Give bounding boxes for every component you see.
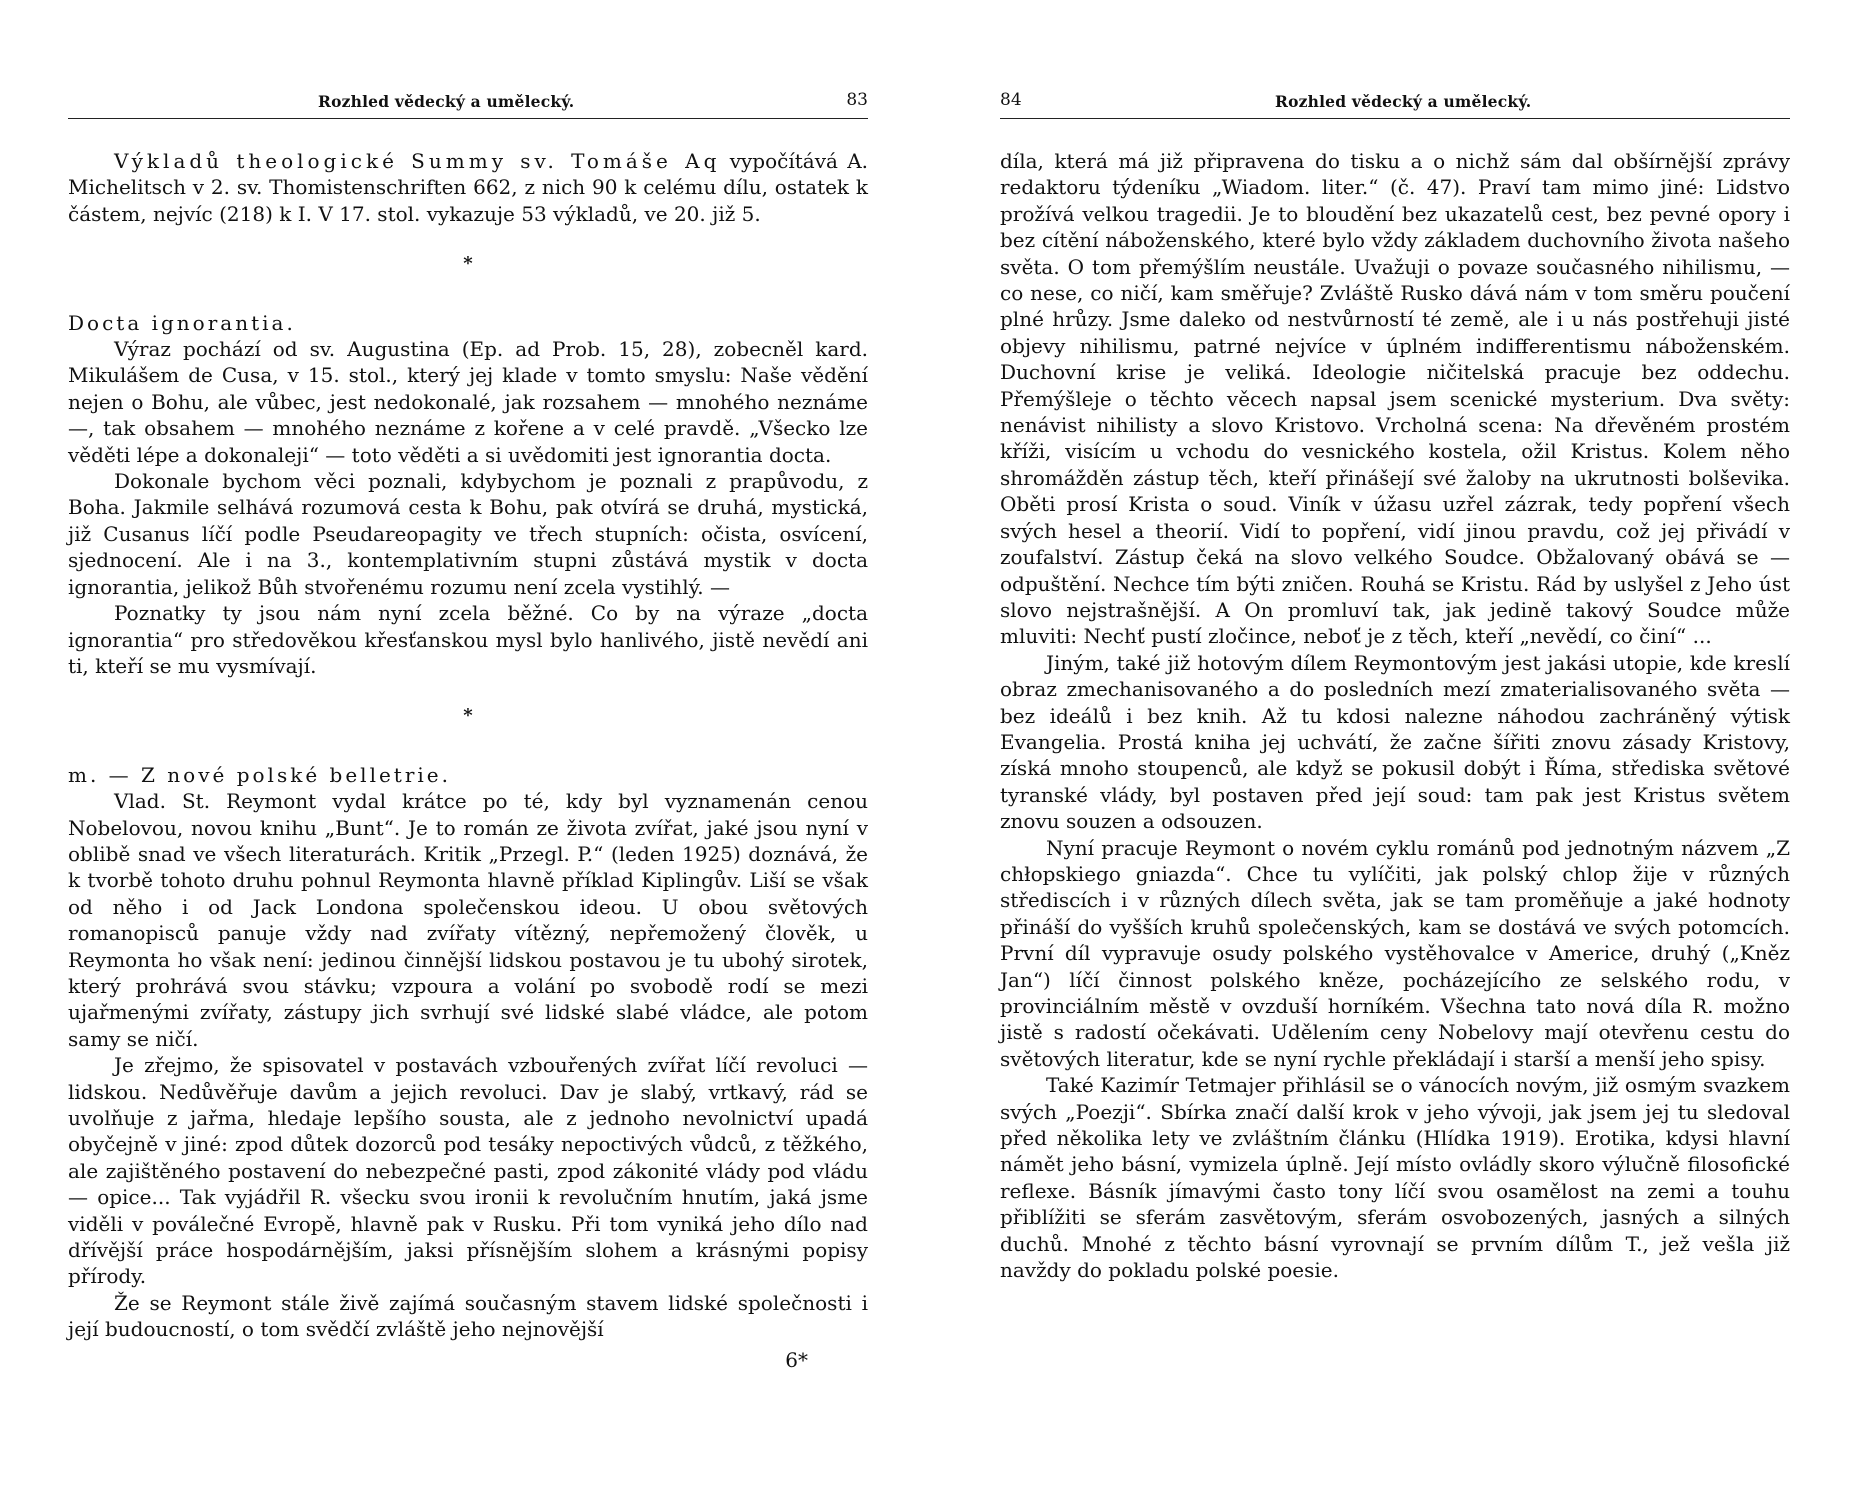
section-separator: * bbox=[463, 253, 473, 275]
article-paragraph: Dokonale bychom věci poznali, kdybychom je poznali z prapůvodu, z Boha. Jakmile selhává rozumová cesta k Bohu, pak otvírá se druhá, mystická, již Cusanus líčí podle Pseudareopagity ve třech stupních: očista, osvícení, sjednocení. Ale i na 3., kontemplativním stupni zůstává mystik v docta ignorantia, jelikož Bůh stvořenému rozumu není zcela vystihlý. — bbox=[68, 469, 868, 599]
left-page-header bbox=[68, 82, 868, 119]
article-heading: Výkladů theologické Summy sv. Tomáše Aq bbox=[114, 149, 721, 173]
article-paragraph: Je zřejmo, že spisovatel v postavách vzbouřených zvířat líčí revoluci — lidskou. Nedůvěřuje davům a jejich revoluci. Dav je slabý, vrtkavý, rád se uvolňuje z jařma, hledaje lepšího sousta, ale z jednoho nevolnictví upadá obyčejně v jiné: zpod důtek dozorců pod tesáky nepoctivých vůdců, z těžkého, ale zajištěného postavení do nebezpečné pasti, zpod zákonité vlády pod vládu — opice... Tak vyjádřil R. všecku svou ironii k revolučním hnutím, jaká jsme viděli v poválečné Evropě, hlavně pak v Rusku. Při tom vyniká jeho dílo nad dřívější práce hospodárnějším, jaksi přísnějším slohem a krásnými popisy přírody. bbox=[68, 1053, 868, 1289]
article-paragraph: Že se Reymont stále živě zajímá současným stavem lidské společnosti i její budoucností, o tom svědčí zvláště jeho nejnovější bbox=[68, 1290, 868, 1342]
article-heading: Docta ignorantia. bbox=[68, 310, 296, 335]
running-title: Rozhled vědecký a umělecký. bbox=[318, 92, 575, 111]
signature-mark: 6* bbox=[785, 1347, 808, 1372]
article-paragraph: Jiným, také již hotovým dílem Reymontovým jest jakási utopie, kde kreslí obraz zmechanisovaného a do posledních mezí zmaterialisovaného světa — bez ideálů i bez knih. Až tu kdosi nalezne náhodou zachráněný výtisk Evangelia. Prostá kniha jej uchvátí, že začne šířiti znovu zásady Kristovy, získá mnoho stoupenců, ale když se pokusil dobýt i Říma, střediska světové tyranské vlády, byl postaven před její soud: tam pak jest Kristus světem znovu souzen a odsouzen. bbox=[1000, 650, 1790, 834]
left-page-body bbox=[68, 148, 868, 1373]
page-number: 84 bbox=[1000, 90, 1022, 110]
right-page-header bbox=[1000, 82, 1790, 119]
article-paragraph: Také Kazimír Tetmajer přihlásil se o vánocích novým, již osmým svazkem svých „Poezji“. Sbírka značí další krok v jeho vývoji, jak jsem jej tu sledoval před několika lety ve zvláštním článku (Hlídka 1919). Erotika, kdysi hlavní námět jeho básní, vymizela úplně. Její místo ovládly skoro výlučně filosofické reflexe. Básník jímavými často tony líčí svou osamělost na zemi a touhu přiblížiti se sferám zasvětovým, sferám osvobozených, jasných a silných duchů. Mnohé z těchto básní vyrovnají se prvním dílům T., jež vešla již navždy do pokladu polské poesie. bbox=[1000, 1073, 1790, 1283]
left-page bbox=[68, 0, 868, 1501]
article-paragraph: Výraz pochází od sv. Augustina (Ep. ad Prob. 15, 28), zobecněl kard. Mikulášem de Cusa, v 15. stol., který jej klade v tomto smyslu: Naše vědění nejen o Bohu, ale vůbec, jest nedokonalé, jak rozsahem — mnohého neznáme —, tak obsahem — mnohého neznáme z kořene a v celé pravdě. „Všecko lze věděti lépe a dokonaleji“ — toto věděti a si uvědomiti jest ignorantia docta. bbox=[68, 337, 868, 467]
article-heading: m. — Z nové polské belletrie. bbox=[68, 762, 451, 787]
article-paragraph: díla, která má již připravena do tisku a o nichž sám dal obšírnější zprávy redaktoru týdeníku „Wiadom. liter.“ (č. 47). Praví tam mimo jiné: Lidstvo prožívá velkou tragedii. Je to bloudění bez ukazatelů cest, bez pevné opory i bez cítění náboženského, které bylo vždy základem duchovního života našeho světa. O tom přemýšlím neustále. Uvažuji o povaze současného nihilismu, — co nese, co ničí, kam směřuje? Zvláště Rusko dává nám v tom směru poučení plné hrůzy. Jsme daleko od nestvůrností té země, ale i u nás postřehuji jisté objevy nihilismu, patrné nejvíce v úplném indifferentismu náboženském. Duchovní krise je veliká. Ideologie ničitelská pracuje bez oddechu. Přemýšleje o těchto věcech napsal jsem scenické mysterium. Dva světy: nenávist nihilisty a slovo Kristovo. Vrcholná scena: Na dřevěném prostém kříži, visícím u vchodu do vesnického kostela, ožil Kristus. Kolem něho shromážděn zástup těch, kteří přinášejí své žaloby na ukrutnosti bolševika. Oběti prosí Krista o soud. Viník v úžasu uzřel zázrak, tedy popření všech svých hesel a theorií. Vidí to popření, vidí jinou pravdu, což jej přivádí v zoufalství. Zástup čeká na slovo velkého Soudce. Obžalovaný obává se — odpuštění. Nechce tím býti zničen. Rouhá se Kristu. Rád by uslyšel z Jeho úst slovo nejstrašnější. A On promluví tak, jak jedině takový Soudce může mluviti: Nechť pustí zločince, neboť je z těch, kteří „nevědí, co činí“ ... bbox=[1000, 149, 1790, 649]
page-number: 83 bbox=[846, 90, 868, 110]
right-page bbox=[1000, 0, 1790, 1501]
running-title: Rozhled vědecký a umělecký. bbox=[1275, 92, 1532, 111]
section-separator: * bbox=[463, 705, 473, 727]
article-paragraph: Vlad. St. Reymont vydal krátce po té, kdy byl vyznamenán cenou Nobelovou, novou knihu „Bunt“. Je to román ze života zvířat, jaké jsou nyní v oblibě snad ve všech literaturách. Kritik „Przegl. P.“ (leden 1925) doznává, že k tvorbě tohoto druhu pohnul Reymonta hlavně příklad Kiplingův. Liší se však od něho i od Jack Londona společenskou ideou. U obou světových romanopisců panuje vždy nad zvířaty vítězný, nepřemožený člověk, u Reymonta ho však není: jedinou činnější lidskou postavou je tu ubohý sirotek, který prohrává svou stávku; vzpoura a volání po svobodě rodí se mezi ujařmenými zvířaty, zástupy jich svrhují své lidské slabé vládce, ale potom samy se ničí. bbox=[68, 789, 868, 1051]
right-page-body bbox=[1000, 148, 1790, 1283]
article-paragraph: Poznatky ty jsou nám nyní zcela běžné. Co by na výraze „docta ignorantia“ pro středověkou křesťanskou mysl bylo hanlivého, jistě nevědí ani ti, kteří se mu vysmívají. bbox=[68, 601, 868, 678]
article-paragraph: Nyní pracuje Reymont o novém cyklu románů pod jednotným názvem „Z chłopskiego gniazda“. Chce tu vylíčiti, jak polský chlop žije v různých střediscích i v různých dílech světa, jak se tam proměňuje a jaké hodnoty přináší do vyšších kruhů společenských, kam se dostává ve svých potomcích. První díl vypravuje osudy polského vystěhovalce v Americe, druhý („Kněz Jan“) líčí činnost polského kněze, pocházejícího ze selského rodu, v provinciálním městě v ovzduší horníkém. Všechna tato nová díla R. možno jistě s radostí očekávati. Udělením ceny Nobelovy mají otevřenu cestu do světových literatur, kde se nyní rychle překládají i starší a menší jeho spisy. bbox=[1000, 835, 1790, 1071]
article-paragraph: Výkladů theologické Summy sv. Tomáše Aq vypočítává A. Michelitsch v 2. sv. Thomistenschriften 662, z nich 90 k celému dílu, ostatek k částem, nejvíc (218) k I. V 17. stol. vykazuje 53 výkladů, ve 20. již 5. bbox=[68, 149, 868, 226]
